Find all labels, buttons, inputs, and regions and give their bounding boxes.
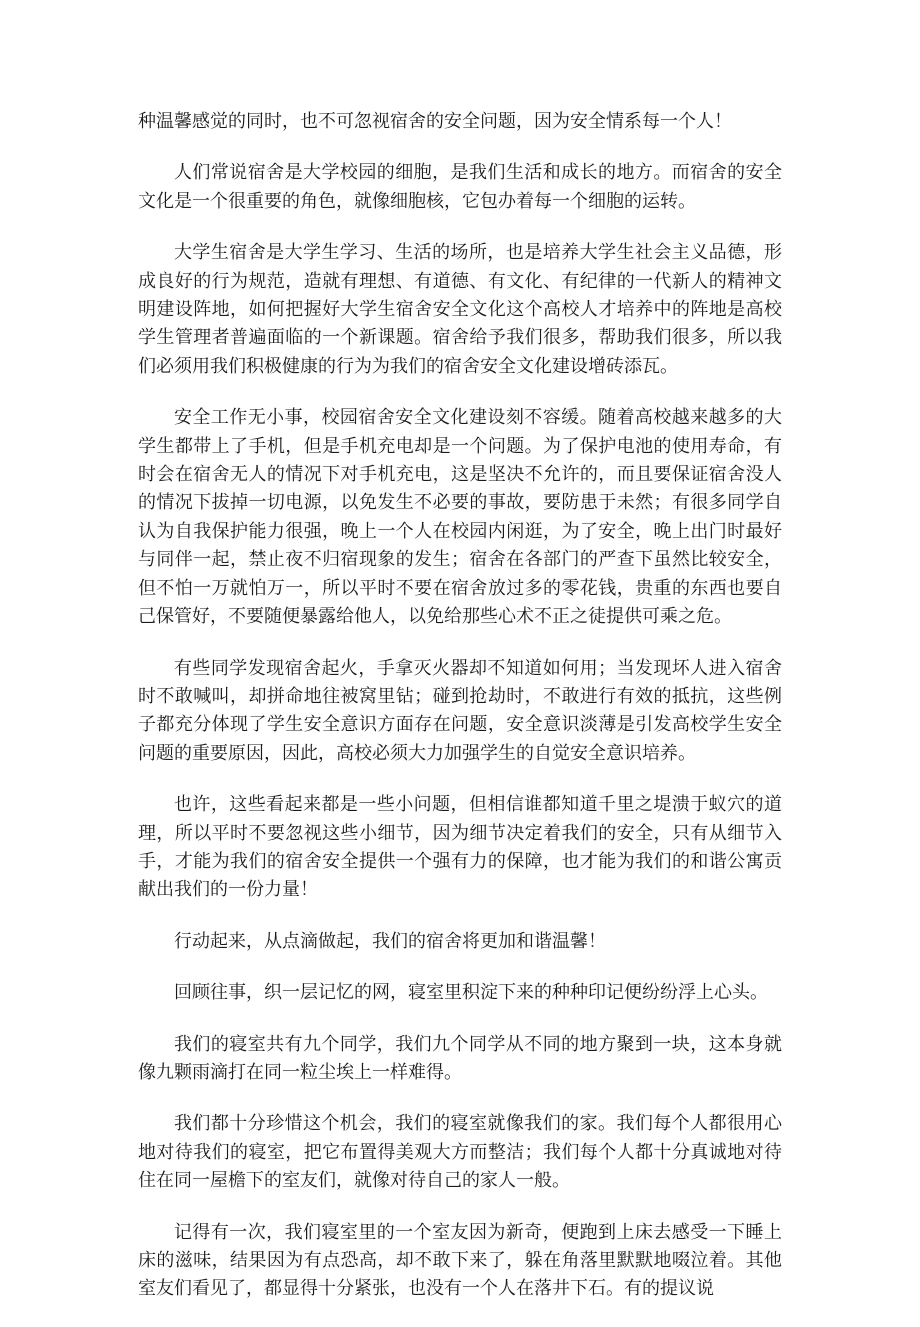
paragraph: 人们常说宿舍是大学校园的细胞，是我们生活和成长的地方。而宿舍的安全文化是一个很重要的角色，就像细胞核，它包办着每一个细胞的运转。 <box>138 162 782 212</box>
paragraph: 种温馨感觉的同时，也不可忽视宿舍的安全问题，因为安全情系每一个人！ <box>138 111 732 132</box>
paragraph: 有些同学发现宿舍起火，手拿灭火器却不知道如何用；当发现坏人进入宿舍时不敢喊叫，却拼命地往被窝里钻；碰到抢劫时，不敢进行有效的抵抗，这些例子都充分体现了学生安全意识方面存在问题，安全意识淡薄是引发高校学生安全问题的重要原因，因此，高校必须大力加强学生的自觉安全意识培养。 <box>138 657 782 764</box>
paragraph: 我们都十分珍惜这个机会，我们的寝室就像我们的家。我们每个人都很用心地对待我们的寝室，把它布置得美观大方而整洁；我们每个人都十分真诚地对待住在同一屋檐下的室友们，就像对待自己的家人一般。 <box>138 1113 782 1192</box>
paragraph: 安全工作无小事，校园宿舍安全文化建设刻不容缓。随着高校越来越多的大学生都带上了手机，但是手机充电却是一个问题。为了保护电池的使用寿命，有时会在宿舍无人的情况下对手机充电，这是坚决不允许的，而且要保证宿舍没人的情况下拔掉一切电源，以免发生不必要的事故，要防患于未然；有很多同学自认为自我保护能力很强，晚上一个人在校园内闲逛，为了安全，晚上出门时最好与同伴一起，禁止夜不归宿现象的发生；宿舍在各部门的严查下虽然比较安全，但不怕一万就怕万一，所以平时不要在宿舍放过多的零花钱，贵重的东西也要自己保管好，不要随便暴露给他人，以免给那些心术不正之徒提供可乘之危。 <box>138 407 782 628</box>
paragraph: 回顾往事，织一层记忆的网，寝室里积淀下来的种种印记便纷纷浮上心头。 <box>174 982 768 1004</box>
paragraph: 行动起来，从点滴做起，我们的宿舍将更加和谐温馨！ <box>174 930 606 952</box>
document-body <box>138 108 782 1327</box>
paragraph: 记得有一次，我们寝室里的一个室友因为新奇，便跑到上床去感受一下睡上床的滋味，结果因为有点恐高，却不敢下来了，躲在角落里默默地啜泣着。其他室友们看见了，都显得十分紧张，也没有一个人在落井下石。有的提议说 <box>138 1221 782 1300</box>
paragraph: 也许，这些看起来都是一些小问题，但相信谁都知道千里之堤溃于蚁穴的道理，所以平时不要忽视这些小细节，因为细节决定着我们的安全，只有从细节入手，才能为我们的宿舍安全提供一个强有力的保障，也才能为我们的和谐公寓贡献出我们的一份力量！ <box>138 794 782 901</box>
paragraph: 我们的寝室共有九个同学，我们九个同学从不同的地方聚到一块，这本身就像九颗雨滴打在同一粒尘埃上一样难得。 <box>138 1033 782 1083</box>
paragraph: 大学生宿舍是大学生学习、生活的场所，也是培养大学生社会主义品德，形成良好的行为规范，造就有理想、有道德、有文化、有纪律的一代新人的精神文明建设阵地，如何把握好大学生宿舍安全文化这个高校人才培养中的阵地是高校学生管理者普遍面临的一个新课题。宿舍给予我们很多，帮助我们很多，所以我们必须用我们积极健康的行为为我们的宿舍安全文化建设增砖添瓦。 <box>138 242 782 377</box>
